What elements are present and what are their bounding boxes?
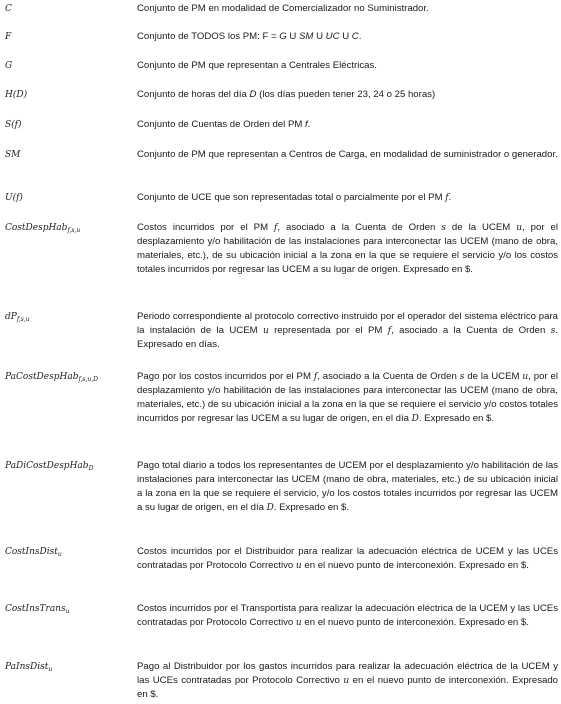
symbol-base: PaInsDist: [5, 662, 49, 672]
definition-text: Pago por los costos incurridos por el PM f, asociado a la Cuenta de Orden s de la UCEM u, por el desplazamiento y/o habilitación de las instalaciones para interconectar las UCEM (mano de obra, materiales, etc.) de su ubicación inicial a la zona en la que se requiere el servicio y/o costos totales incurridos por regresar las UCEM a su lugar de origen, en el día D. Expresado en $.: [137, 371, 558, 424]
definition-text: Conjunto de TODOS los PM: F = G U SM U UC U C.: [137, 31, 362, 42]
definition-text: Conjunto de horas del día D (los días pueden tener 23, 24 o 25 horas): [137, 89, 436, 100]
definition-symbol: [5, 545, 133, 559]
symbol-base: F: [5, 32, 12, 42]
definition-symbol: [5, 221, 133, 235]
definition-symbol: [5, 59, 133, 73]
symbol-subscript: D: [88, 465, 94, 472]
symbol-base: G: [5, 61, 13, 71]
symbol-base: CostDespHab: [5, 223, 68, 233]
definition-symbol: [5, 459, 133, 473]
symbol-base: PaCostDespHab: [5, 372, 79, 382]
definition-text: Pago total diario a todos los representantes de UCEM por el desplazamiento y/o habilitación de las instalaciones para interconectar las UCEM (mano de obra, materiales, etc.) de su ubicación inicial a la zona en la que se requiere el servicio, y/o los costos totales incurridos por regresar las UCEM a su lugar de origen, en el día D. Expresado en $.: [137, 460, 558, 513]
symbol-base: CostInsDist: [5, 547, 58, 557]
symbol-subscript: u: [48, 666, 53, 673]
symbol-subscript: f,s,u: [16, 316, 30, 323]
definition-text: Pago al Distribuidor por los gastos incurridos para realizar la adecuación eléctrica de la UCEM y las UCEs contratadas por Protocolo Correctivo u en el nuevo punto de interconexión. Expresado en $.: [137, 661, 558, 700]
definition-text: Costos incurridos por el PM f, asociado a la Cuenta de Orden s de la UCEM u, por el desplazamiento y/o habilitación de las instalaciones para interconectar las UCEM (mano de obra, materiales, etc.), de su ubicación inicial a la zona en la que se requiere el servicio y/o los costos totales incurridos por regresar las UCEM a su lugar de origen. Expresado en $.: [137, 222, 558, 275]
definition-text: Periodo correspondiente al protocolo correctivo instruido por el operador del sistema eléctrico para la instalación de la UCEM u representada por el PM f, asociado a la Cuenta de Orden s. Expresado en días.: [137, 311, 558, 350]
symbol-base: H(D): [5, 90, 28, 100]
definition-symbol: [5, 2, 133, 16]
definition-symbol: [5, 30, 133, 44]
definition-symbol: [5, 370, 133, 384]
symbol-base: dP: [5, 312, 17, 322]
definition-symbol: [5, 660, 133, 674]
definition-text: Costos incurridos por el Distribuidor para realizar la adecuación eléctrica de UCEM y las UCEs contratadas por Protocolo Correctivo u en el nuevo punto de interconexión. Expresado en $.: [137, 546, 558, 571]
definition-symbol: [5, 118, 133, 132]
definition-text: Conjunto de PM en modalidad de Comercializador no Suministrador.: [137, 3, 429, 14]
symbol-base: S(f): [5, 120, 22, 130]
definition-symbol: [5, 148, 133, 162]
definition-text: Conjunto de UCE que son representadas total o parcialmente por el PM f.: [137, 192, 452, 203]
definition-text: Conjunto de PM que representan a Centros de Carga, en modalidad de suministrador o generador.: [137, 149, 558, 160]
definition-symbol: [5, 602, 133, 616]
symbol-base: PaDiCostDespHab: [5, 461, 89, 471]
definition-text: Conjunto de PM que representan a Centrales Eléctricas.: [137, 60, 377, 71]
definition-text: Costos incurridos por el Transportista para realizar la adecuación eléctrica de la UCEM y las UCEs contratadas por Protocolo Correctivo u en el nuevo punto de interconexión. Expresado en $.: [137, 603, 558, 628]
definition-symbol: [5, 310, 133, 324]
symbol-subscript: f,s,u,D: [78, 376, 98, 383]
symbol-base: CostInsTrans: [5, 604, 66, 614]
definition-text: Conjunto de Cuentas de Orden del PM f.: [137, 119, 311, 130]
symbol-base: SM: [5, 150, 21, 160]
symbol-base: U(f): [5, 193, 23, 203]
definition-symbol: [5, 191, 133, 205]
symbol-subscript: u: [65, 608, 70, 615]
symbol-base: C: [5, 4, 12, 14]
symbol-subscript: f,s,u: [67, 227, 81, 234]
definition-symbol: [5, 88, 133, 102]
symbol-subscript: u: [57, 551, 62, 558]
